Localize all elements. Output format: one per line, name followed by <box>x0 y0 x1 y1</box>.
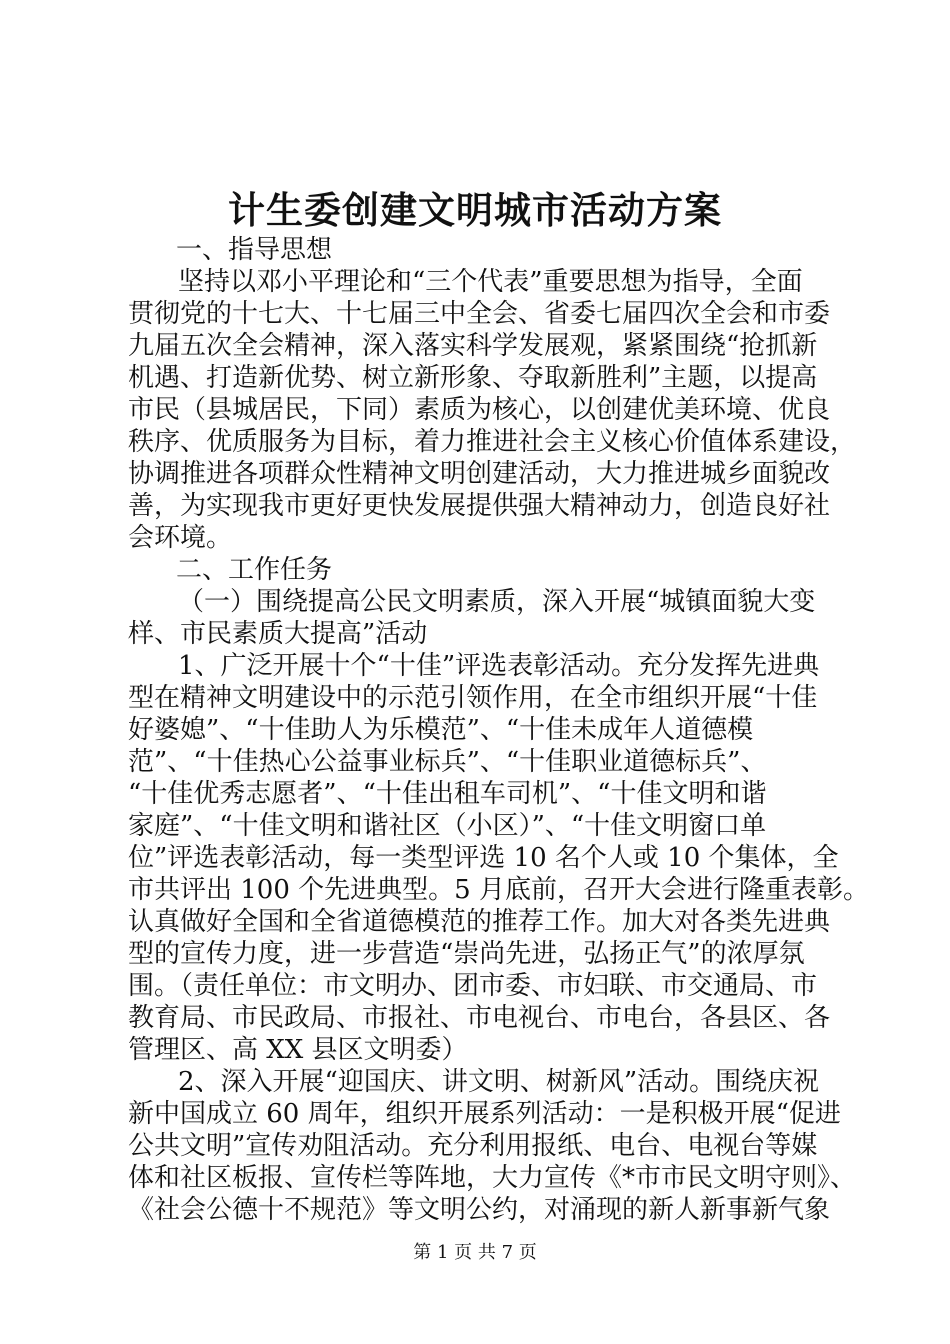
body-line: 市共评出 100 个先进典型。5 月底前，召开大会进行隆重表彰。 <box>128 875 869 905</box>
body-line: 贯彻党的十七大、十七届三中全会、省委七届四次全会和市委 <box>128 299 831 329</box>
section-heading: 一、指导思想 <box>176 235 333 265</box>
body-line: 教育局、市民政局、市报社、市电视台、市电台，各县区、各 <box>128 1003 831 1033</box>
body-line: “十佳优秀志愿者”、“十佳出租车司机”、“十佳文明和谐 <box>128 779 767 809</box>
body-line: 公共文明”宣传劝阻活动。充分利用报纸、电台、电视台等媒 <box>128 1131 818 1161</box>
body-line: 2、深入开展“迎国庆、讲文明、树新风”活动。围绕庆祝 <box>178 1067 820 1097</box>
body-line: 会环境。 <box>128 523 233 553</box>
body-line: 样、市民素质大提高”活动 <box>128 619 428 649</box>
body-line: 家庭”、“十佳文明和谐社区（小区）”、“十佳文明窗口单 <box>128 811 767 841</box>
body-line: 秩序、优质服务为目标，着力推进社会主义核心价值体系建设， <box>128 427 857 457</box>
body-line: 范”、“十佳热心公益事业标兵”、“十佳职业道德标兵”、 <box>128 747 767 777</box>
body-line: 型的宣传力度，进一步营造“崇尚先进，弘扬正气”的浓厚氛 <box>128 939 805 969</box>
body-line: 管理区、高 XX 县区文明委） <box>128 1035 468 1065</box>
body-line: 体和社区板报、宣传栏等阵地，大力宣传《*市市民文明守则》、 <box>128 1163 857 1193</box>
body-line: 坚持以邓小平理论和“三个代表”重要思想为指导，全面 <box>178 267 803 297</box>
body-line: 好婆媳”、“十佳助人为乐模范”、“十佳未成年人道德模 <box>128 715 754 745</box>
body-line: 1、广泛开展十个“十佳”评选表彰活动。充分发挥先进典 <box>178 651 820 681</box>
body-line: 九届五次全会精神，深入落实科学发展观，紧紧围绕“抢抓新 <box>128 331 818 361</box>
body-line: 善，为实现我市更好更快发展提供强大精神动力，创造良好社 <box>128 491 831 521</box>
document-title: 计生委创建文明城市活动方案 <box>228 188 722 232</box>
body-line: 认真做好全国和全省道德模范的推荐工作。加大对各类先进典 <box>128 907 831 937</box>
section-heading: 二、工作任务 <box>176 555 333 585</box>
body-line: 位”评选表彰活动，每一类型评选 10 名个人或 10 个集体，全 <box>128 843 839 873</box>
page-number-footer: 第 1 页 共 7 页 <box>413 1242 537 1263</box>
body-line: 《社会公德十不规范》等文明公约，对涌现的新人新事新气象 <box>128 1195 831 1225</box>
body-line: 协调推进各项群众性精神文明创建活动，大力推进城乡面貌改 <box>128 459 831 489</box>
body-line: 围。（责任单位：市文明办、团市委、市妇联、市交通局、市 <box>128 971 818 1001</box>
body-line: 新中国成立 60 周年，组织开展系列活动：一是积极开展“促进 <box>128 1099 841 1129</box>
subsection-heading: （一）围绕提高公民文明素质，深入开展“城镇面貌大变 <box>178 587 816 617</box>
body-line: 型在精神文明建设中的示范引领作用，在全市组织开展“十佳 <box>128 683 818 713</box>
body-line: 机遇、打造新优势、树立新形象、夺取新胜利”主题，以提高 <box>128 363 818 393</box>
body-line: 市民（县城居民，下同）素质为核心，以创建优美环境、优良 <box>128 395 831 425</box>
